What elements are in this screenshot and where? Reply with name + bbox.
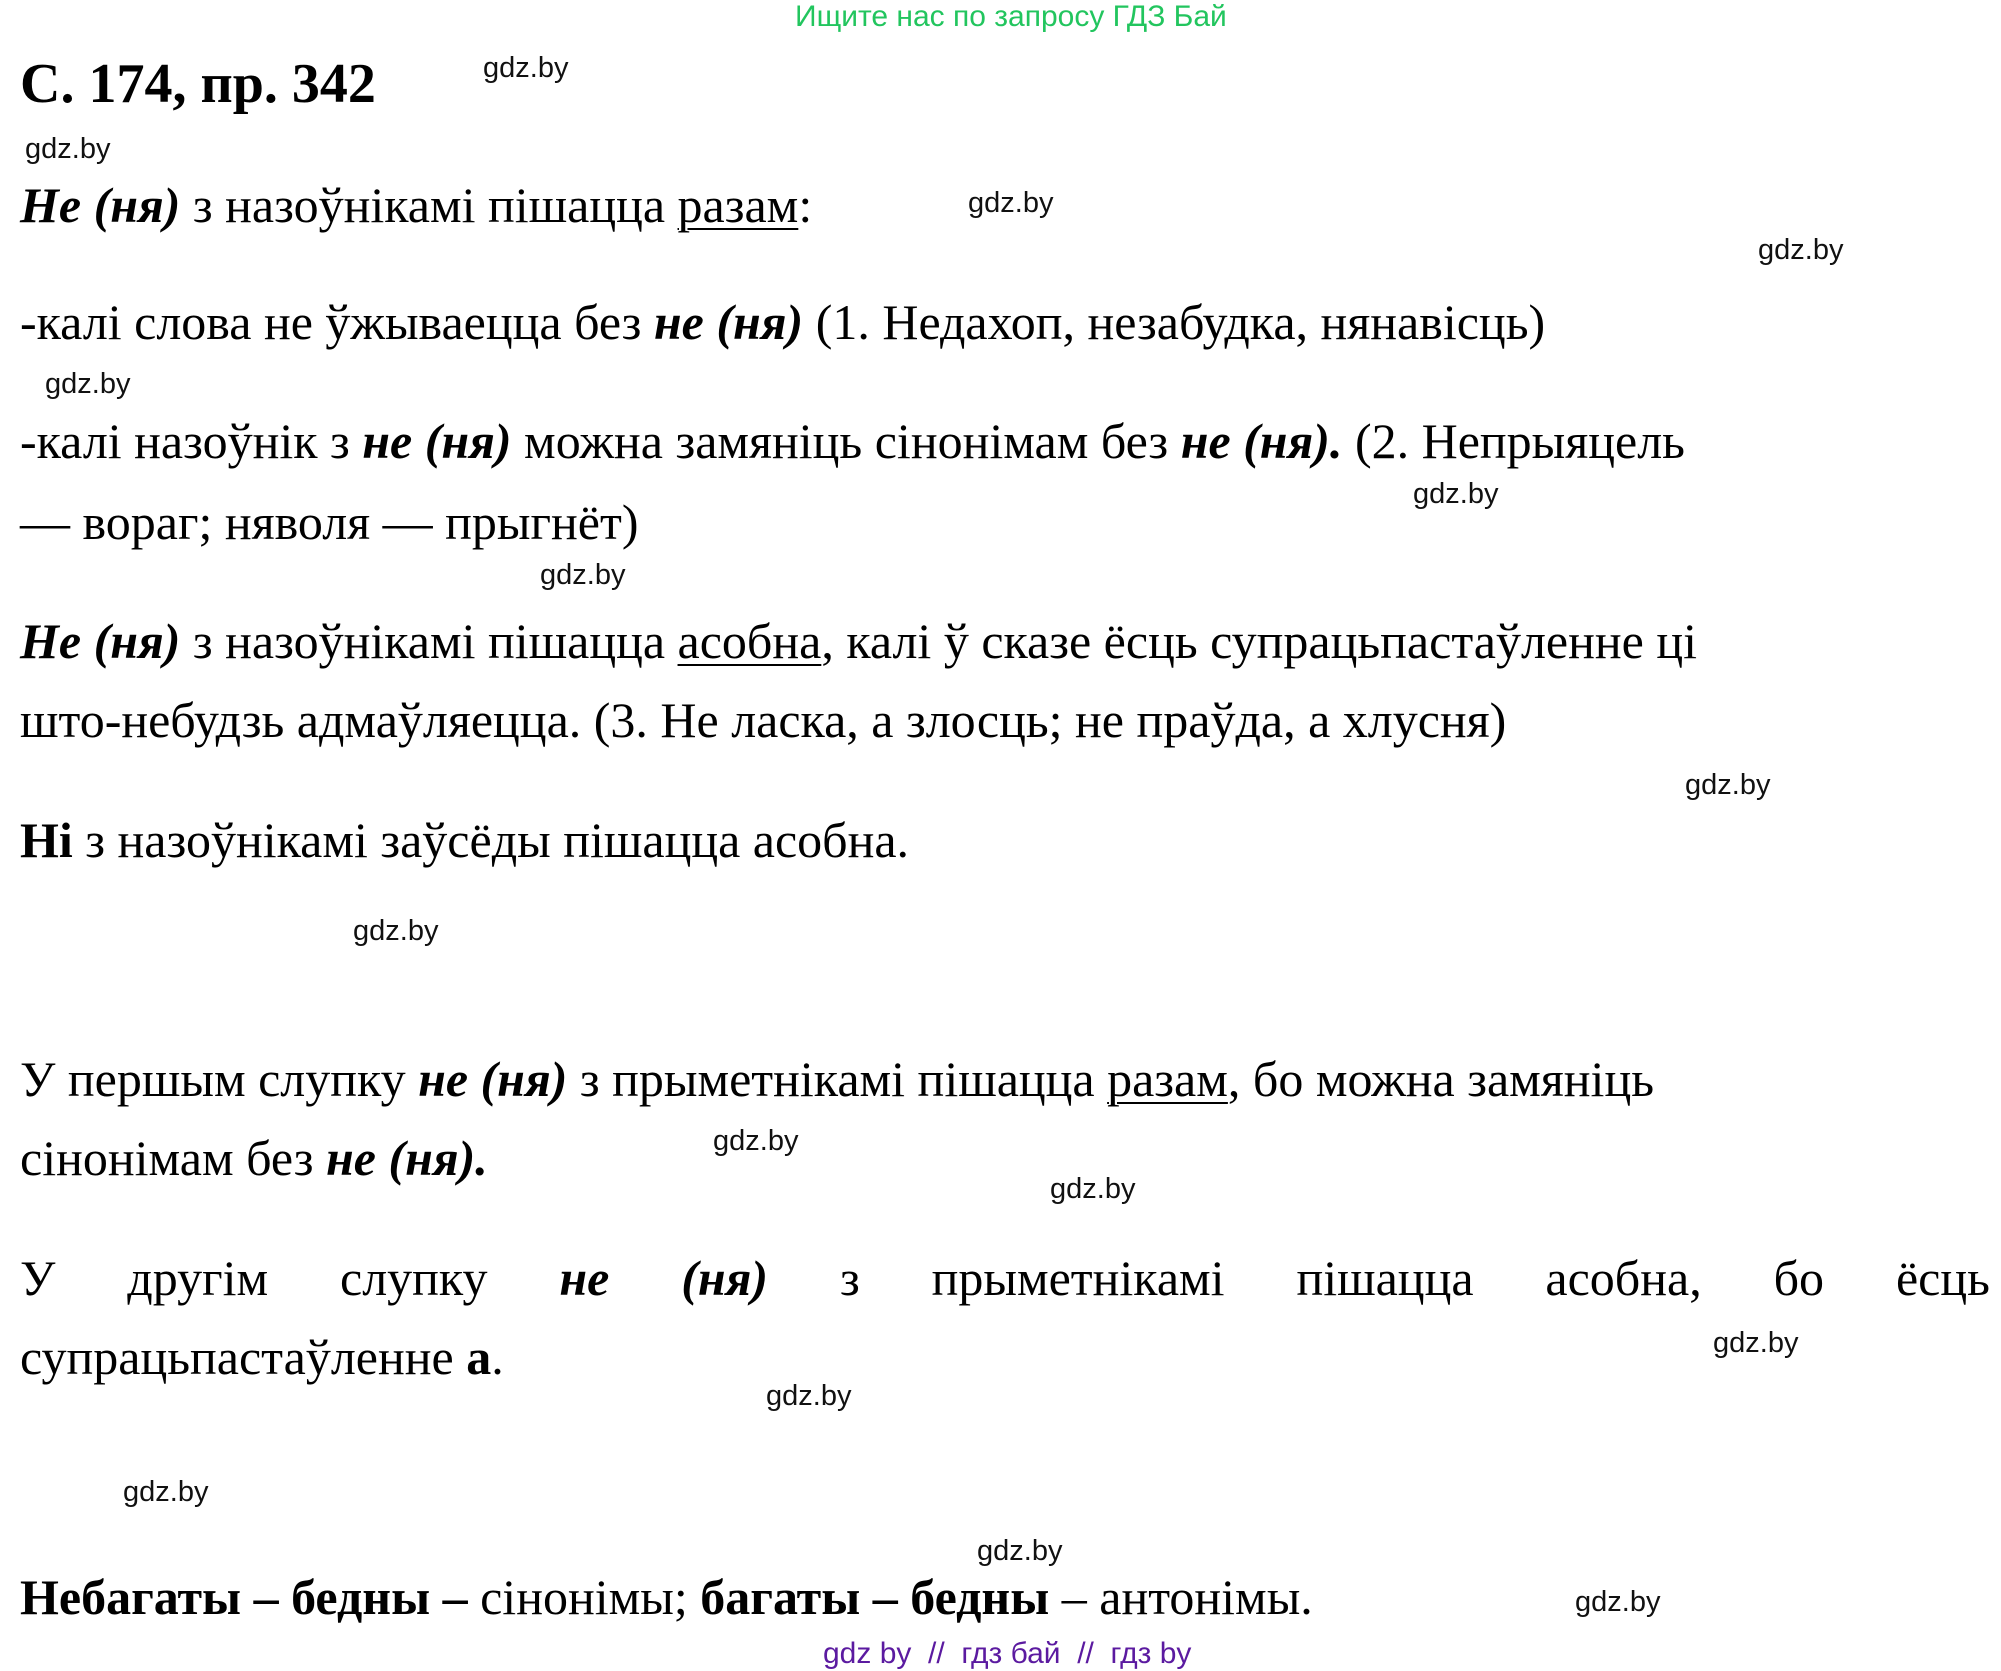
text: -калі назоўнік з	[20, 413, 363, 469]
watermark: gdz.by	[353, 915, 439, 947]
watermark: gdz.by	[713, 1125, 799, 1157]
term: (ня)	[681, 1250, 769, 1306]
text: :	[798, 177, 813, 233]
watermark: gdz.by	[977, 1535, 1063, 1567]
watermark: gdz.by	[1685, 769, 1771, 801]
column-1-explanation	[20, 1051, 1655, 1107]
text: сінонімы;	[467, 1569, 701, 1625]
footer-banner: gdz by // гдз бай // гдз by	[823, 1637, 1192, 1670]
term: не (ня)	[418, 1051, 568, 1107]
text: з назоўнікамі пішацца	[180, 177, 678, 233]
bold-text: Небагаты – бедны –	[20, 1569, 468, 1625]
text: з прыметнікамі пішацца	[567, 1051, 1108, 1107]
underlined-word: разам	[677, 177, 799, 233]
rule-together-heading	[20, 177, 813, 233]
case-2-line2: — вораг; няволя — прыгнёт)	[20, 494, 639, 550]
text: супрацьпастаўленне	[20, 1329, 467, 1385]
watermark: gdz.by	[540, 559, 626, 591]
text: можна замяніць сінонімам без	[511, 413, 1181, 469]
term: не (ня).	[1180, 413, 1343, 469]
word: з	[839, 1250, 860, 1306]
term: не	[559, 1250, 610, 1306]
word: другім	[127, 1250, 269, 1306]
word: асобна,	[1545, 1250, 1702, 1306]
text: (2. Непрыяцель	[1342, 413, 1685, 469]
term: не (ня).	[325, 1130, 488, 1186]
watermark: gdz.by	[1413, 478, 1499, 510]
column-1-line2	[20, 1130, 488, 1186]
top-banner: Ищите нас по запросу ГДЗ Бай	[795, 0, 1227, 33]
case-2	[20, 413, 1685, 469]
watermark: gdz.by	[1758, 234, 1844, 266]
term: не (ня)	[362, 413, 512, 469]
text: .	[491, 1329, 504, 1385]
rule-ni	[20, 812, 910, 868]
watermark: gdz.by	[1050, 1173, 1136, 1205]
word: ёсць	[1895, 1250, 1990, 1306]
text: , калі ў сказе ёсць супрацьпастаўленне ці	[821, 613, 1697, 669]
word: бо	[1773, 1250, 1825, 1306]
underlined-word: разам	[1107, 1051, 1228, 1107]
watermark: gdz.by	[766, 1380, 852, 1412]
rule-separately	[20, 613, 1697, 669]
watermark: gdz.by	[483, 52, 569, 84]
column-2-line2	[20, 1329, 504, 1385]
watermark: gdz.by	[123, 1476, 209, 1508]
text: – антонімы.	[1049, 1569, 1313, 1625]
word: пішацца	[1296, 1250, 1474, 1306]
case-1	[20, 294, 1546, 350]
bold-text: багаты – бедны	[700, 1569, 1050, 1625]
watermark: gdz.by	[1575, 1586, 1661, 1618]
text: сінонімам без	[20, 1130, 326, 1186]
watermark: gdz.by	[45, 368, 131, 400]
term: Ні	[20, 812, 73, 868]
word: слупку	[340, 1250, 488, 1306]
page-title: С. 174, пр. 342	[20, 53, 376, 115]
watermark: gdz.by	[1713, 1327, 1799, 1359]
rule-separately-line2: што-небудзь адмаўляецца. (3. Не ласка, а злосць; не праўда, а хлусня)	[20, 692, 1507, 748]
text: з назоўнікамі заўсёды пішацца асобна.	[72, 812, 910, 868]
text: -калі слова не ўжываецца без	[20, 294, 654, 350]
word: У	[20, 1250, 56, 1306]
word: прыметнікамі	[931, 1250, 1225, 1306]
text: (1. Недахоп, незабудка, нянавісць)	[803, 294, 1546, 350]
text: У першым слупку	[20, 1051, 419, 1107]
conclusion	[20, 1569, 1313, 1625]
term: Не (ня)	[20, 613, 181, 669]
underlined-word: асобна	[677, 613, 822, 669]
text: з назоўнікамі пішацца	[180, 613, 678, 669]
column-2-explanation	[20, 1250, 1990, 1306]
watermark: gdz.by	[25, 133, 111, 165]
term: Не (ня)	[20, 177, 181, 233]
term: не (ня)	[653, 294, 804, 350]
watermark: gdz.by	[968, 187, 1054, 219]
bold-letter: а	[466, 1329, 492, 1385]
text: , бо можна замяніць	[1227, 1051, 1655, 1107]
